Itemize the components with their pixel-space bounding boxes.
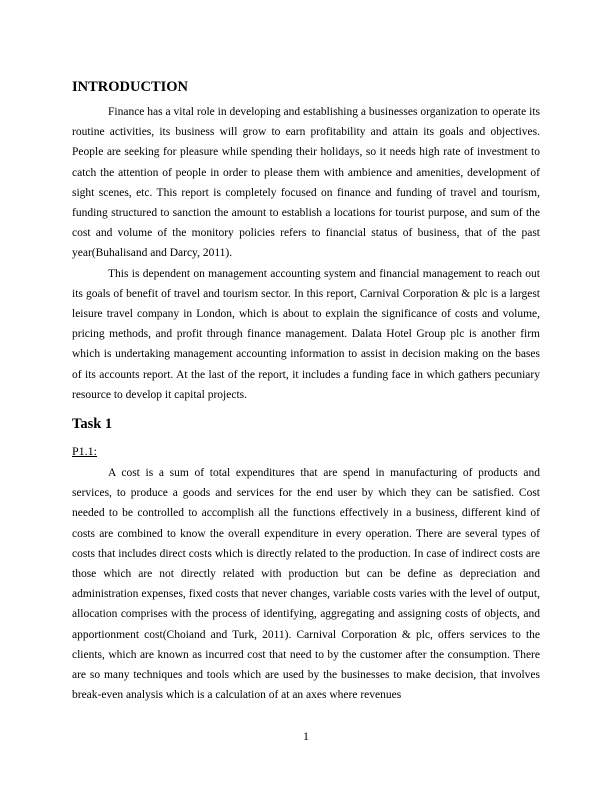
intro-paragraph-1: Finance has a vital role in developing and establishing a businesses organization to operate its routine activities, its business will grow to earn profitability and attain its goals and objectives. People are seeking for pleasure while spending their holidays, so it needs high rate of investment to catch the attention of people in order to please them with ambience and amenities, development of sight scenes, etc. This report is completely focused on finance and funding of travel and tourism, funding structured to sanction the amount to establish a locations for tourist purpose, and sum of the cost and volume of the monitory policies refers to financial status of business, that of the past year(Buhalisand and Darcy, 2011). [72,106,540,260]
page-number: 1 [303,729,309,743]
subheading-p1-1: P1.1: [72,444,98,459]
introduction-heading: INTRODUCTION [72,79,189,95]
intro-paragraph-2: This is dependent on management accounting system and financial management to reach out its goals of benefit of travel and tourism sector. In this report, Carnival Corporation & plc is a largest leisure travel company in London, which is about to explain the significance of costs and volume, pricing methods, and profit through finance management. Dalata Hotel Group plc is another firm which is undertaking management accounting information to assist in decision making on the bases of its accounts report. At the last of the report, it includes a funding face in which gathers pecuniary resource to develop it capital projects. [72,267,540,401]
task-paragraph: A cost is a sum of total expenditures that are spend in manufacturing of products and services, to produce a goods and services for the end user by which they can be satisfied. Cost needed to be controlled to accomplish all the functions effectively in a business, different kind of costs are combined to know the overall expenditure in every operation. There are several types of costs that includes direct costs which is directly related to the production. In case of indirect costs are those which are not directly related with production but can be define as depreciation and administration expenses, fixed costs that never changes, variable costs varies with the level of output, allocation comprises with the process of identifying, aggregating and assigning costs of objects, and apportionment cost(Choiand and Turk, 2011). Carnival Corporation & plc, offers services to the clients, which are known as incurred cost that need to by the customer after the consumption. There are so many techniques and tools which are used by the businesses to make decision, that involves break-even analysis which is a calculation of at an axes where revenues [72,467,540,702]
task-heading: Task 1 [72,416,113,433]
